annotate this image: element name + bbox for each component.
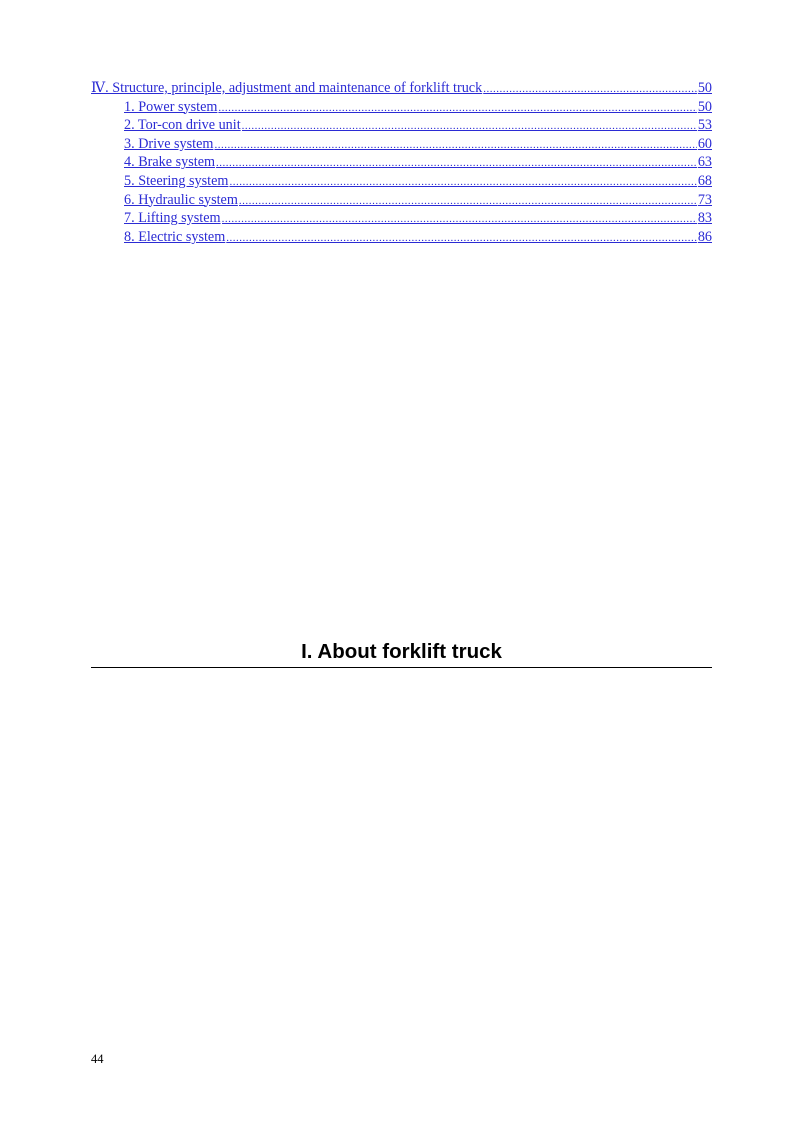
toc-dot-leader bbox=[239, 192, 697, 211]
toc-entry-lifting-system[interactable] bbox=[91, 209, 712, 228]
toc-dot-leader bbox=[218, 99, 696, 118]
toc-entry-page: 50 bbox=[697, 80, 712, 96]
toc-entry-power-system[interactable] bbox=[91, 98, 712, 117]
toc-entry-page: 83 bbox=[697, 210, 712, 227]
table-of-contents bbox=[91, 79, 712, 246]
toc-entry-label: 2. Tor-con drive unit bbox=[124, 117, 241, 134]
toc-dot-leader bbox=[216, 154, 697, 173]
toc-entry-label: 1. Power system bbox=[124, 98, 218, 115]
chapter-heading: I. About forklift truck bbox=[91, 638, 712, 668]
toc-entry-hydraulic-system[interactable] bbox=[91, 191, 712, 210]
toc-entry-page: 60 bbox=[697, 135, 712, 152]
toc-entry-page: 50 bbox=[697, 98, 712, 115]
page-number: 44 bbox=[91, 1052, 104, 1066]
toc-entry-steering-system[interactable] bbox=[91, 172, 712, 191]
toc-entry-label: Ⅳ. Structure, principle, adjustment and maintenance of forklift truck bbox=[91, 80, 483, 96]
toc-dot-leader bbox=[214, 136, 696, 155]
toc-entry-electric-system[interactable] bbox=[91, 228, 712, 247]
toc-entry-label: 7. Lifting system bbox=[124, 210, 221, 227]
toc-entry-page: 68 bbox=[697, 172, 712, 189]
toc-dot-leader bbox=[226, 229, 697, 248]
toc-dot-leader bbox=[483, 80, 697, 99]
toc-entry-page: 86 bbox=[697, 228, 712, 245]
toc-dot-leader bbox=[222, 210, 697, 229]
toc-entry-page: 73 bbox=[697, 191, 712, 208]
toc-entry-structure-principle[interactable] bbox=[91, 79, 712, 98]
toc-entry-label: 5. Steering system bbox=[124, 172, 229, 189]
toc-entry-drive-system[interactable] bbox=[91, 135, 712, 154]
toc-entry-page: 53 bbox=[697, 117, 712, 134]
toc-entry-page: 63 bbox=[697, 154, 712, 171]
toc-entry-label: 8. Electric system bbox=[124, 228, 226, 245]
toc-dot-leader bbox=[242, 117, 697, 136]
toc-entry-label: 3. Drive system bbox=[124, 135, 214, 152]
toc-entry-label: 4. Brake system bbox=[124, 154, 216, 171]
toc-entry-label: 6. Hydraulic system bbox=[124, 191, 238, 208]
toc-entry-tor-con-drive-unit[interactable] bbox=[91, 116, 712, 135]
toc-entry-brake-system[interactable] bbox=[91, 153, 712, 172]
toc-dot-leader bbox=[229, 173, 696, 192]
